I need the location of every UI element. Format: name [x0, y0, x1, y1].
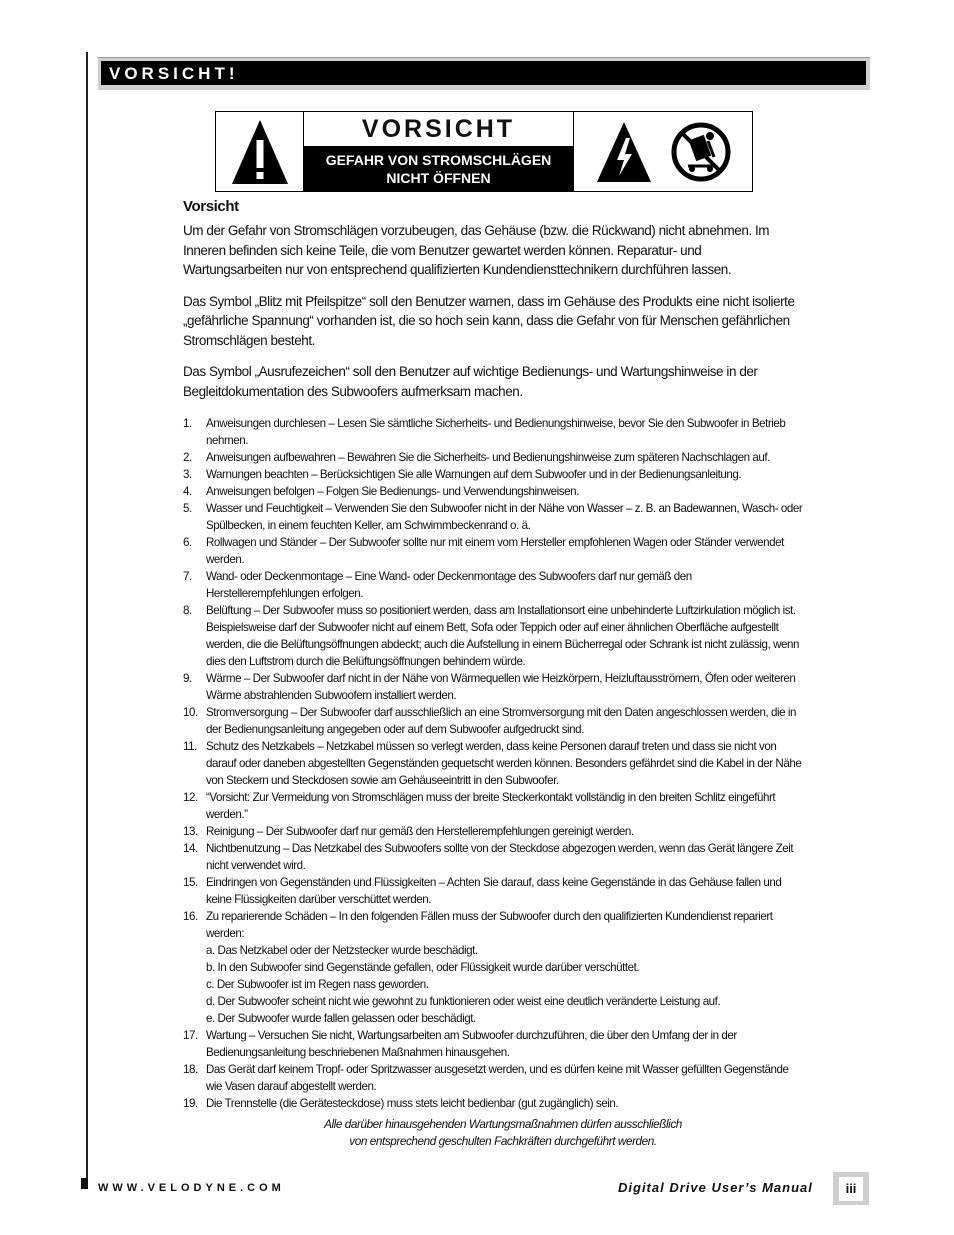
list-item [183, 483, 803, 500]
paragraph: Das Symbol „Ausrufezeichen“ soll den Benutzer auf wichtige Bedienungs- und Wartungshinweise in der Begleitdokumentation des Subwoofers aufmerksam machen. [183, 364, 758, 399]
list-item [183, 415, 803, 449]
list-item [183, 1027, 803, 1061]
list-item-number: 14. [183, 842, 198, 855]
list-item-text: Wasser und Feuchtigkeit – Verwenden Sie den Subwoofer nicht in der Nähe von Wasser – z. B. an Badewannen, Wasch- oder Spülbecken, in einem feuchten Keller, am Schwimmbeckenrand o. ä. [206, 502, 803, 532]
list-item-number: 18. [183, 1063, 198, 1076]
list-item-text: Wand- oder Deckenmontage – Eine Wand- oder Deckenmontage des Subwoofers darf nur gemäß den Herstellerempfehlungen erfolgen. [206, 570, 692, 600]
list-item [183, 1095, 803, 1112]
list-item-text: Rollwagen und Ständer – Der Subwoofer sollte nur mit einem vom Hersteller empfohlenen Wagen oder Ständer verwendet werden. [206, 536, 784, 566]
section-heading: Vorsicht [183, 198, 239, 215]
list-item-text: Warnungen beachten – Berücksichtigen Sie alle Warnungen auf dem Subwoofer und in der Bedienungsanleitung. [206, 468, 742, 481]
list-item-text: Nichtbenutzung – Das Netzkabel des Subwoofers sollte von der Steckdose abgezogen werden, wenn das Gerät längere Zeit nicht verwendet wird. [206, 842, 794, 872]
list-item-text: Schutz des Netzkabels – Netzkabel müssen so verlegt werden, dass keine Personen darauf treten und dass sie nicht von darauf oder daneben abgestellten Gegenständen gequetscht werden können. Besonders gefährdet sind die Kabel in der Nähe von Steckern und Steckdosen sowie am Gehäuseeintritt in den Subwoofer. [206, 740, 802, 787]
list-item-number: 15. [183, 876, 198, 889]
page-number: iii [839, 1177, 863, 1201]
margin-rule [86, 52, 88, 1184]
page-content [183, 198, 803, 1150]
list-item-number: 12. [183, 791, 198, 804]
page-title: VORSICHT! [101, 61, 866, 85]
list-item-text: Wärme – Der Subwoofer darf nicht in der Nähe von Wärmequellen wie Heizkörpern, Heizluftausströmern, Öfen oder weiteren Wärme abstrahlenden Subwoofern installiert werden. [206, 672, 796, 702]
list-item-number: 2. [183, 451, 192, 464]
list-item-text: Stromversorgung – Der Subwoofer darf ausschließlich an eine Stromversorgung mit den Daten angeschlossen werden, die in der Bedienungsanleitung angegeben oder auf dem Subwoofer aufgedruckt sind. [206, 706, 797, 736]
list-item-number: 5. [183, 502, 192, 515]
list-item-number: 10. [183, 706, 198, 719]
list-item-number: 16. [183, 910, 198, 923]
page-number-box [833, 1172, 869, 1205]
list-item [183, 568, 803, 602]
footer-url: WWW.VELODYNE.COM [98, 1182, 285, 1194]
list-subitem: e. Der Subwoofer wurde fallen gelassen oder beschädigt. [206, 1012, 476, 1025]
list-item-number: 11. [183, 740, 197, 753]
list-item-text: Anweisungen durchlesen – Lesen Sie sämtliche Sicherheits- und Bedienungshinweise, bevor Sie den Subwoofer in Betrieb nehmen. [206, 417, 786, 447]
list-item-number: 9. [183, 672, 192, 685]
list-item-text: Anweisungen befolgen – Folgen Sie Bedienungs- und Verwendungshinweisen. [206, 485, 579, 498]
list-item [183, 823, 803, 840]
lightning-triangle-icon [595, 120, 653, 184]
list-subitem: a. Das Netzkabel oder der Netzstecker wurde beschädigt. [206, 944, 478, 957]
paragraph: Um der Gefahr von Stromschlägen vorzubeugen, das Gehäuse (bzw. die Rückwand) nicht abnehmen. Im Inneren befinden sich keine Teile, die vom Benutzer gewartet werden können. Reparatur- und Wartungsarbeiten nur von entsprechend qualifizierten Kundendiensttechnikern durchführen lassen. [183, 223, 770, 277]
list-item [183, 466, 803, 483]
list-item [183, 789, 803, 823]
warning-subtitle [304, 146, 573, 191]
list-item-number: 3. [183, 468, 192, 481]
list-subitem: c. Der Subwoofer ist im Regen nass geworden. [206, 978, 429, 991]
list-item-number: 7. [183, 570, 192, 583]
closing-line: von entsprechend geschulten Fachkräften durchgeführt werden. [349, 1134, 657, 1148]
list-item [183, 534, 803, 568]
list-item [183, 874, 803, 908]
list-item-text: Zu reparierende Schäden – In den folgenden Fällen muss der Subwoofer durch den qualifizierten Kundendienst repariert werden: [206, 910, 773, 940]
list-item-text: Das Gerät darf keinem Tropf- oder Spritzwasser ausgesetzt werden, und es dürfen keine mit Wasser gefüllten Gegenstände wie Vasen darauf abgestellt werden. [206, 1063, 789, 1093]
list-item-text: Wartung – Versuchen Sie nicht, Wartungsarbeiten am Subwoofer durchzuführen, die über den Umfang der in der Bedienungsanleitung beschriebenen Maßnahmen hinausgehen. [206, 1029, 737, 1059]
list-item [183, 602, 803, 670]
list-item-text: Die Trennstelle (die Gerätesteckdose) muss stets leicht bedienbar (gut zugänglich) sein. [206, 1097, 619, 1110]
list-item-text: Anweisungen aufbewahren – Bewahren Sie die Sicherheits- und Bedienungshinweise zum späteren Nachschlagen auf. [206, 451, 770, 464]
warning-label [215, 111, 753, 192]
list-item-number: 8. [183, 604, 192, 617]
warning-title: VORSICHT [361, 114, 516, 143]
warning-line-1: GEFAHR VON STROMSCHLÄGEN [325, 151, 552, 168]
paragraph: Das Symbol „Blitz mit Pfeilspitze“ soll den Benutzer warnen, dass im Gehäuse des Produkts eine nicht isolierte „gefährliche Spannung“ vorhanden ist, die so hoch sein kann, dass die Gefahr von für Menschen gefährlichen Stromschlägen besteht. [183, 293, 795, 348]
list-item [183, 1061, 803, 1095]
footer-manual-title: Digital Drive User’s Manual [618, 1180, 813, 1195]
list-item-number: 17. [183, 1029, 198, 1042]
closing-line: Alle darüber hinausgehenden Wartungsmaßnahmen dürfen ausschließlich [324, 1117, 682, 1131]
list-item [183, 908, 803, 1027]
list-item [183, 500, 803, 534]
tip-over-prohibited-icon [670, 121, 732, 183]
margin-marker [81, 1178, 88, 1189]
list-subitem: d. Der Subwoofer scheint nicht wie gewohnt zu funktionieren oder weist eine deutlich veränderte Leistung auf. [206, 995, 721, 1008]
list-item [183, 704, 803, 738]
list-item [183, 840, 803, 874]
list-subitem: b. In den Subwoofer sind Gegenstände gefallen, oder Flüssigkeit wurde darüber verschüttet. [206, 961, 640, 974]
list-item [183, 738, 803, 789]
list-item-text: Belüftung – Der Subwoofer muss so positioniert werden, dass am Installationsort eine unbehinderte Luftzirkulation möglich ist. Beispielsweise darf der Subwoofer nicht auf einem Bett, Sofa oder Teppich oder auf einer ähnlichen Oberfläche aufgestellt werden, die die Belüftungsöffnungen abdeckt; auch die Aufstellung in einem Bücherregal oder Schrank ist nicht zulässig, wenn dies den Luftstrom durch die Belüftungsöffnungen behindern würde. [206, 604, 800, 668]
list-item-number: 4. [183, 485, 192, 498]
list-item [183, 449, 803, 466]
warning-line-2: NICHT ÖFFNEN [386, 169, 491, 186]
safety-instructions-list [183, 415, 803, 1112]
exclamation-triangle-icon [216, 112, 304, 191]
warning-text-panel [304, 112, 574, 191]
list-item-text: Eindringen von Gegenständen und Flüssigkeiten – Achten Sie darauf, dass keine Gegenstände in das Gehäuse fallen und keine Flüssigkeiten darüber verschüttet werden. [206, 876, 782, 906]
list-item [183, 670, 803, 704]
warning-symbols [574, 112, 752, 191]
list-item-number: 13. [183, 825, 198, 838]
closing-note [183, 1116, 803, 1150]
list-item-number: 19. [183, 1097, 198, 1110]
list-item-text: “Vorsicht: Zur Vermeidung von Stromschlägen muss der breite Steckerkontakt vollständig in den breiten Schlitz eingeführt werden.” [206, 791, 776, 821]
list-item-text: Reinigung – Der Subwoofer darf nur gemäß den Herstellerempfehlungen gereinigt werden. [206, 825, 634, 838]
list-item-number: 1. [183, 417, 192, 430]
list-item-number: 6. [183, 536, 192, 549]
